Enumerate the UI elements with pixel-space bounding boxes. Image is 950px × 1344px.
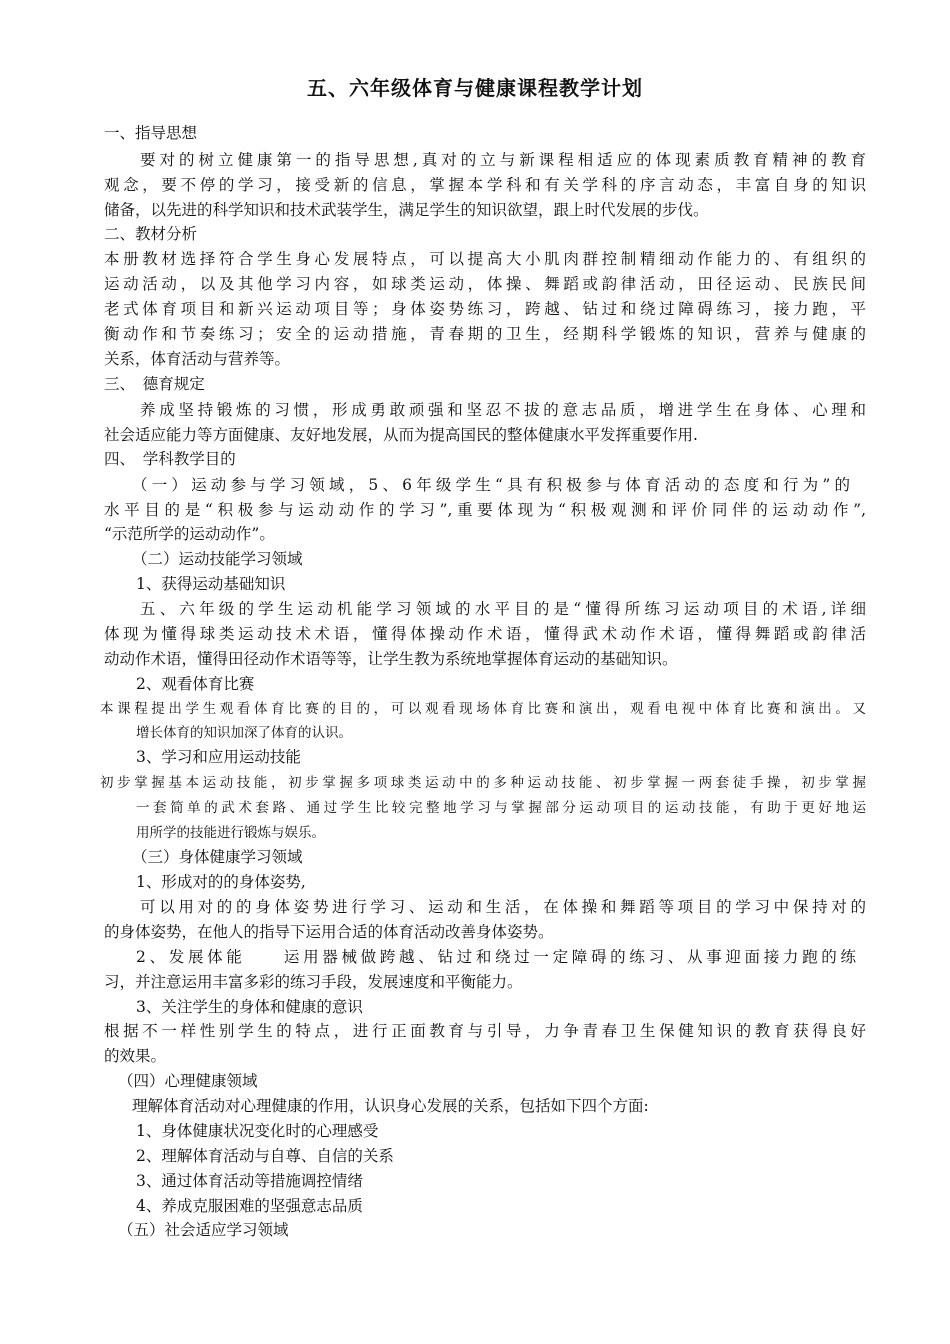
section-heading-textbook-analysis: 二、教材分析 [104,225,198,243]
section-heading-teaching-goals: 四、 学科教学目的 [104,450,236,468]
item-heading: 2、发展体能 运用器械做跨越、钻过和绕过一定障碍的练习、从事迎面接力跑的练 [136,948,856,966]
paragraph-line: 体现为懂得球类运动技术术语，懂得体操动作术语，懂得武术动作术语，懂得舞蹈或韵律活 [104,625,866,643]
paragraph-line: 初步掌握基本运动技能，初步掌握多项球类运动中的多种运动技能、初步掌握一两套徒手操，初步掌握 [100,775,866,791]
paragraph-line: 老式体育项目和新兴运动项目等；身体姿势练习，跨越、钻过和绕过障碍练习，接力跑，平 [104,300,866,318]
paragraph-line: 五、六年级的学生运动机能学习领域的水平目的是“懂得所练习运动项目的术语,详细 [140,600,866,618]
document-title: 五、六年级体育与健康课程教学计划 [307,76,643,100]
list-item: 1、身体健康状况变化时的心理感受 [136,1122,379,1140]
paragraph-line: 的效果。 [104,1047,167,1065]
item-heading: 1、获得运动基础知识 [136,575,286,593]
subsection-heading: （三）身体健康学习领域 [132,848,303,866]
paragraph-line: 要对的树立健康第一的指导思想,真对的立与新课程相适应的体现素质教育精神的教育 [140,151,866,169]
list-item: 4、养成克服困难的坚强意志品质 [136,1197,363,1215]
list-item: 2、理解体育活动与自尊、自信的关系 [136,1147,394,1165]
subsection-heading: （四）心理健康领域 [118,1072,258,1090]
paragraph-line: 根据不一样性别学生的特点，进行正面教育与引导，力争青春卫生保健知识的教育获得良好 [104,1022,866,1040]
section-heading-moral-education: 三、 德育规定 [104,375,205,393]
paragraph-line: 水平目的是“积极参与运动动作的学习”,重要体现为“积极观测和评价同伴的运动动作”, [104,501,866,519]
paragraph-line: 可以用对的的身体姿势进行学习、运动和生活，在体操和舞蹈等项目的学习中保持对的 [140,898,866,916]
paragraph-line: 习，并注意运用丰富多彩的练习手段，发展速度和平衡能力。 [104,973,523,991]
paragraph-line: 养成坚持锻炼的习惯，形成勇敢顽强和坚忍不拔的意志品质，增进学生在身体、心理和 [140,401,866,419]
paragraph-line: 一套简单的武术套路、通过学生比较完整地学习与掌握部分运动项目的运动技能，有助于更好地运 [136,800,866,816]
section-heading-guiding-ideology: 一、指导思想 [104,124,198,142]
paragraph-line: 衡动作和节奏练习；安全的运动措施，青春期的卫生，经期科学锻炼的知识，营养与健康的 [104,325,866,343]
paragraph-line: 理解体育活动对心理健康的作用，认识身心发展的关系，包括如下四个方面: [132,1097,649,1115]
paragraph-line: 运动活动，以及其他学习内容，如球类运动，体操、舞蹈或韵律活动，田径运动、民族民间 [104,275,866,293]
subsection-heading: （五）社会适应学习领域 [118,1221,289,1239]
paragraph-line: 社会适应能力等方面健康、友好地发展，从而为提高国民的整体健康水平发挥重要作用. [104,426,698,444]
item-heading: 2、观看体育比赛 [136,675,255,693]
paragraph-line: 动动作术语，懂得田径动作术语等等，让学生教为系统地掌握体育运动的基础知识。 [104,650,678,668]
paragraph-line: 用所学的技能进行锻炼与娱乐。 [136,825,325,841]
paragraph-line: 关系，体育活动与营养等。 [104,350,291,368]
list-item: 3、通过体育活动等措施调控情绪 [136,1172,363,1190]
paragraph-line: 观念，要不停的学习，接受新的信息，掌握本学科和有关学科的序言动态，丰富自身的知识 [104,176,866,194]
paragraph-line: 增长体育的知识加深了体育的认识。 [136,725,352,741]
paragraph-line: 的身体姿势，在他人的指导下运用合适的体育活动改善身体姿势。 [104,923,554,941]
item-heading: 3、关注学生的身体和健康的意识 [136,998,363,1016]
paragraph-line: 本册教材选择符合学生身心发展特点，可以提高大小肌肉群控制精细动作能力的、有组织的 [104,250,866,268]
paragraph-line: “示范所学的运动动作”。 [104,525,275,543]
item-heading: 1、形成对的的身体姿势, [136,873,306,891]
subsection-heading: （二）运动技能学习领域 [132,550,303,568]
paragraph-line: 本课程提出学生观看体育比赛的目的，可以观看现场体育比赛和演出，观看电视中体育比赛和演出。又 [100,701,866,717]
item-heading: 3、学习和应用运动技能 [136,748,301,766]
paragraph-line: 储备，以先进的科学知识和技术武装学生，满足学生的知识欲望，跟上时代发展的步伐。 [104,201,709,219]
paragraph-line: （一）运动参与学习领域，5、6年级学生“具有积极参与体育活动的态度和行为”的 [132,476,850,494]
